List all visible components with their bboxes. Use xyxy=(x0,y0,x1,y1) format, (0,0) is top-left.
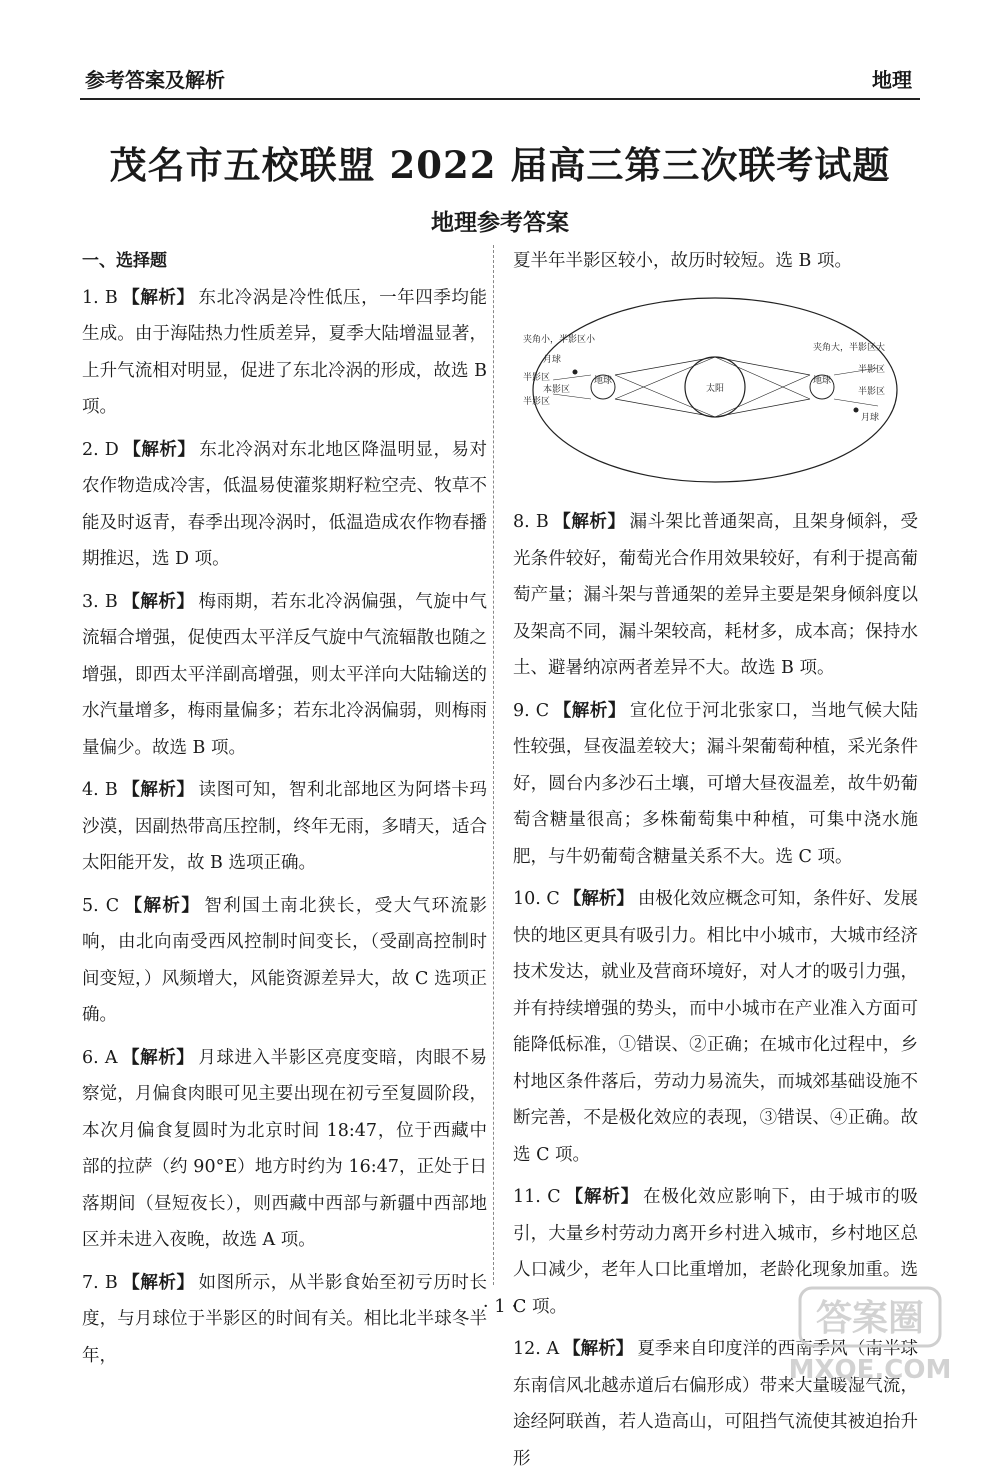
analysis-tag: 【解析】 xyxy=(121,287,195,308)
answer-item xyxy=(82,280,487,426)
answer-text: 漏斗架比普通架高，且架身倾斜，受光条件较好，葡萄光合作用效果较好，有利于提高葡萄产量；漏斗架与普通架的差异主要是架身倾斜度以及架高不同，漏斗架较高，耗材多，成本高；保持水土、避暑纳凉两者差异不大。故选 B 项。 xyxy=(513,512,918,678)
answer-item xyxy=(82,1265,487,1375)
analysis-tag: 【解析】 xyxy=(564,1187,640,1207)
answer-text: 东北冷涡对东北地区降温明显，易对农作物造成冷害，低温易使灌浆期籽粒空壳、牧草不能及时返青，春季出现冷涡时，低温造成农作物春播期推迟，选 D 项。 xyxy=(82,439,488,569)
answer-text: 智利国土南北狭长，受大气环流影响，由北向南受西风控制时间变长，（受副高控制时间变短，）风频增大，风能资源差异大，故 C 选项正确。 xyxy=(82,895,488,1025)
analysis-tag: 【解析】 xyxy=(563,1339,634,1359)
analysis-tag: 【解析】 xyxy=(553,700,626,721)
label-penumbra-right-bottom: 半影区 xyxy=(858,386,886,397)
label-umbra-left: 本影区 xyxy=(543,384,571,395)
label-small-angle: 夹角小，半影区小 xyxy=(523,334,596,345)
analysis-tag: 【解析】 xyxy=(122,439,196,460)
header-left: 参考答案及解析 xyxy=(85,68,225,92)
label-moon-left: 月球 xyxy=(543,354,562,365)
analysis-tag: 【解析】 xyxy=(123,895,201,916)
label-moon-right: 月球 xyxy=(861,412,880,423)
page-title: 茂名市五校联盟 2022 届高三第三次联考试题 xyxy=(109,143,891,187)
answer-number: 11. C xyxy=(513,1187,561,1207)
answer-number: 8. B xyxy=(513,512,549,532)
answer-item xyxy=(82,888,487,1034)
answer-text: 月球进入半影区亮度变暗，肉眼不易察觉，月偏食肉眼可见主要出现在初亏至复圆阶段，本次月偏食复圆时为北京时间 18:47，位于西藏中部的拉萨（约 90°E）地方时约为 16:47，正处于日落期间（昼短夜长），则西藏中西部与新疆中西部地区并未进入夜晚，故选 A 项。 xyxy=(82,1047,488,1250)
analysis-tag: 【解析】 xyxy=(552,512,626,532)
answer-number: 5. C xyxy=(82,895,120,916)
sun-label: 太阳 xyxy=(705,383,725,394)
earth-left-label: 地球 xyxy=(593,375,613,386)
header-rule xyxy=(80,98,920,100)
penumbra-diagram xyxy=(513,292,918,487)
watermark-url: MXQE.COM xyxy=(788,1355,952,1385)
answer-item xyxy=(513,504,918,687)
answer-text: 在极化效应影响下，由于城市的吸引，大量乡村劳动力离开乡村进入城市，乡村地区总人口减少，老年人口比重增加，老龄化现象加重。选 C 项。 xyxy=(513,1187,919,1317)
answer-number: 3. B xyxy=(82,591,118,612)
label-penumbra-left-top: 半影区 xyxy=(523,372,551,383)
page-subtitle: 地理参考答案 xyxy=(431,210,569,236)
answer-item xyxy=(82,1040,487,1259)
left-answer-list xyxy=(82,280,487,1375)
header-subject: 地理 xyxy=(872,68,912,92)
answer-item xyxy=(82,772,487,882)
left-column xyxy=(82,243,487,1380)
section-heading: 一、选择题 xyxy=(82,251,167,271)
answer-item xyxy=(82,432,487,578)
answer-number: 12. A xyxy=(513,1339,560,1359)
analysis-tag: 【解析】 xyxy=(563,889,634,909)
answer-text: 如图所示，从半影食始至初亏历时长度，与月球位于半影区的时间有关。相比北半球冬半年， xyxy=(82,1272,487,1366)
answer-text: 梅雨期，若东北冷涡偏强，气旋中气流辐合增强，促使西太平洋反气旋中气流辐散也随之增强，即西太平洋副高增强，则太平洋向大陆输送的水汽量增多，梅雨量偏多；若东北冷涡偏弱，则梅雨量偏少。故选 B 项。 xyxy=(82,591,487,758)
answer-number: 4. B xyxy=(82,780,118,800)
answer-item xyxy=(513,881,918,1173)
page-number: · 1 · xyxy=(482,1296,518,1317)
answer-number: 6. A xyxy=(82,1047,118,1068)
answer-text: 读图可知，智利北部地区为阿塔卡玛沙漠，因副热带高压控制，终年无雨，多晴天，适合太阳能开发，故 B 选项正确。 xyxy=(82,780,487,873)
analysis-tag: 【解析】 xyxy=(121,780,195,800)
answer-number: 2. D xyxy=(82,439,119,460)
analysis-tag: 【解析】 xyxy=(121,591,195,612)
earth-right-label: 地球 xyxy=(812,375,832,386)
answer-number: 1. B xyxy=(82,287,118,308)
analysis-tag: 【解析】 xyxy=(121,1272,195,1293)
label-penumbra-right-top: 半影区 xyxy=(858,364,886,375)
answer-item xyxy=(82,584,487,767)
answer-7-continued: 夏半年半影区较小，故历时较短。选 B 项。 xyxy=(513,251,852,271)
answer-item xyxy=(513,693,918,876)
watermark-logo xyxy=(780,1280,960,1390)
answer-text: 由极化效应概念可知，条件好、发展快的地区更具有吸引力。相比中小城市，大城市经济技术发达，就业及营商环境好，对人才的吸引力强，并有持续增强的势头，而中小城市在产业准入方面可能降低标准，①错误、②正确；在城市化过程中，乡村地区条件落后，劳动力易流失，而城郊基础设施不断完善，不是极化效应的表现，③错误、④正确。故选 C 项。 xyxy=(513,889,919,1165)
label-large-angle: 夹角大，半影区大 xyxy=(813,342,886,353)
label-penumbra-left-bottom: 半影区 xyxy=(523,396,551,407)
answer-number: 9. C xyxy=(513,700,550,721)
answer-number: 7. B xyxy=(82,1272,118,1293)
answer-text: 宣化位于河北张家口，当地气候大陆性较强，昼夜温差较大；漏斗架葡萄种植，采光条件好，圆台内多沙石土壤，可增大昼夜温差，故牛奶葡萄含糖量很高；多株葡萄集中种植，可集中浇水施肥，与牛奶葡萄含糖量关系不大。选 C 项。 xyxy=(513,700,919,867)
answer-text: 夏季来自印度洋的西南季风（南半球东南信风北越赤道后右偏形成）带来大量暖湿气流，途经阿联酋，若人造高山，可阻挡气流使其被迫抬升形 xyxy=(513,1339,918,1469)
watermark-text: 答案圈 xyxy=(815,1298,925,1339)
column-divider xyxy=(493,245,494,1285)
analysis-tag: 【解析】 xyxy=(121,1047,195,1068)
answer-text: 东北冷涡是冷性低压，一年四季均能生成。由于海陆热力性质差异，夏季大陆增温显著，上升气流相对明显，促进了东北冷涡的形成，故选 B 项。 xyxy=(82,287,487,417)
answer-number: 10. C xyxy=(513,889,560,909)
